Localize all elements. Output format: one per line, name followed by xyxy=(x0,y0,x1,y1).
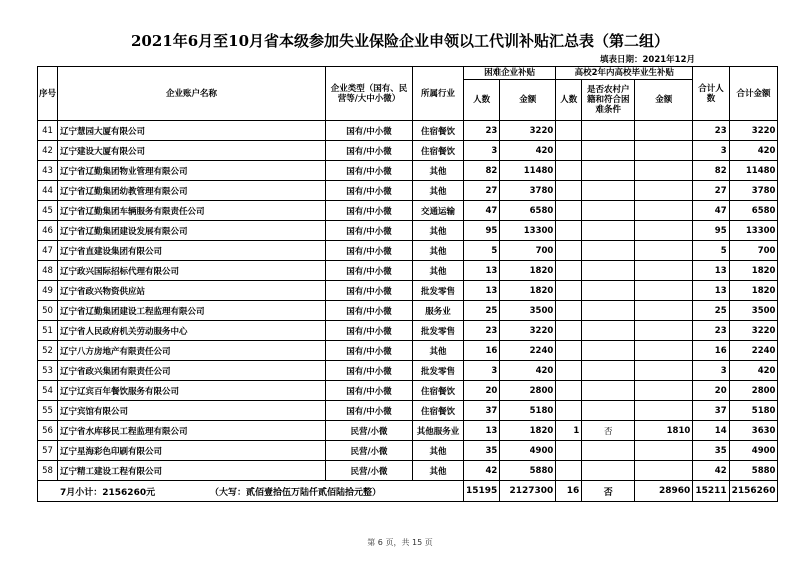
total-count-cell: 23 xyxy=(693,121,729,141)
seq-cell: 43 xyxy=(38,161,58,181)
hard-amount-cell: 4900 xyxy=(500,441,556,461)
table-row xyxy=(38,421,778,441)
total-count-cell: 95 xyxy=(693,221,729,241)
summary-uppercase: （大写：贰佰壹拾伍万陆仟贰佰陆拾元整） xyxy=(210,487,382,498)
hard-count-cell: 82 xyxy=(464,161,500,181)
total-count-cell: 23 xyxy=(693,321,729,341)
table-body xyxy=(38,121,778,481)
industry-cell: 交通运输 xyxy=(413,201,464,221)
total-count-cell: 35 xyxy=(693,441,729,461)
grad-count-cell xyxy=(556,381,582,401)
seq-cell: 53 xyxy=(38,361,58,381)
total-count-cell: 5 xyxy=(693,241,729,261)
hard-count-cell: 16 xyxy=(464,341,500,361)
grad-rural-cell xyxy=(582,201,635,221)
total-count-cell: 13 xyxy=(693,261,729,281)
total-amount-cell: 700 xyxy=(729,241,778,261)
type-cell: 国有/中小微 xyxy=(326,301,413,321)
industry-cell: 服务业 xyxy=(413,301,464,321)
hard-count-cell: 13 xyxy=(464,421,500,441)
grad-amount-cell xyxy=(635,301,693,321)
company-cell: 辽宁慧园大厦有限公司 xyxy=(58,121,326,141)
hard-amount-cell: 13300 xyxy=(500,221,556,241)
hard-count-cell: 3 xyxy=(464,141,500,161)
type-cell: 国有/中小微 xyxy=(326,401,413,421)
company-cell: 辽宁政兴国际招标代理有限公司 xyxy=(58,261,326,281)
grad-amount-cell xyxy=(635,281,693,301)
total-amount-cell: 2800 xyxy=(729,381,778,401)
industry-cell: 批发零售 xyxy=(413,281,464,301)
grad-amount-cell xyxy=(635,361,693,381)
hard-count-cell: 5 xyxy=(464,241,500,261)
grad-rural-cell xyxy=(582,141,635,161)
fill-date: 填表日期：2021年12月 xyxy=(600,55,695,65)
company-cell: 辽宁省辽勤集团幼教管理有限公司 xyxy=(58,181,326,201)
type-cell: 国有/中小微 xyxy=(326,321,413,341)
total-count-cell: 14 xyxy=(693,421,729,441)
seq-cell: 54 xyxy=(38,381,58,401)
hard-amount-cell: 420 xyxy=(500,141,556,161)
hard-amount-cell: 1820 xyxy=(500,421,556,441)
hard-amount-cell: 3780 xyxy=(500,181,556,201)
header-seq: 序号 xyxy=(38,67,58,121)
company-cell: 辽宁宾馆有限公司 xyxy=(58,401,326,421)
table-row xyxy=(38,301,778,321)
header-type: 企业类型（国有、民营等/大中小微） xyxy=(326,67,413,121)
grad-rural-cell xyxy=(582,361,635,381)
type-cell: 民营/小微 xyxy=(326,421,413,441)
hard-count-cell: 47 xyxy=(464,201,500,221)
header-hard-count: 人数 xyxy=(464,80,500,121)
type-cell: 国有/中小微 xyxy=(326,161,413,181)
grad-amount-cell xyxy=(635,141,693,161)
seq-cell: 55 xyxy=(38,401,58,421)
seq-cell: 52 xyxy=(38,341,58,361)
company-cell: 辽宁省辽勤集团建设发展有限公司 xyxy=(58,221,326,241)
header-company: 企业账户名称 xyxy=(58,67,326,121)
company-cell: 辽宁省水库移民工程监理有限公司 xyxy=(58,421,326,441)
company-cell: 辽宁省直建设集团有限公司 xyxy=(58,241,326,261)
total-count-cell: 47 xyxy=(693,201,729,221)
seq-cell: 46 xyxy=(38,221,58,241)
grad-rural-cell xyxy=(582,401,635,421)
grad-rural-cell xyxy=(582,301,635,321)
industry-cell: 住宿餐饮 xyxy=(413,121,464,141)
grad-count-cell xyxy=(556,161,582,181)
seq-cell: 42 xyxy=(38,141,58,161)
company-cell: 辽宁省政兴集团有限责任公司 xyxy=(58,361,326,381)
grad-amount-cell xyxy=(635,461,693,481)
grad-count-cell xyxy=(556,321,582,341)
grad-amount-cell xyxy=(635,261,693,281)
industry-cell: 住宿餐饮 xyxy=(413,401,464,421)
industry-cell: 批发零售 xyxy=(413,361,464,381)
table-row xyxy=(38,341,778,361)
grad-rural-cell xyxy=(582,261,635,281)
table-row xyxy=(38,461,778,481)
table-row xyxy=(38,141,778,161)
hard-amount-cell: 6580 xyxy=(500,201,556,221)
industry-cell: 其他服务业 xyxy=(413,421,464,441)
seq-cell: 51 xyxy=(38,321,58,341)
header-hard-amount: 金额 xyxy=(500,80,556,121)
grad-count-cell xyxy=(556,221,582,241)
industry-cell: 其他 xyxy=(413,161,464,181)
grad-count-cell xyxy=(556,341,582,361)
hard-count-cell: 25 xyxy=(464,301,500,321)
table-row xyxy=(38,181,778,201)
grad-count-cell: 1 xyxy=(556,421,582,441)
hard-amount-cell: 2800 xyxy=(500,381,556,401)
total-amount-cell: 5880 xyxy=(729,461,778,481)
type-cell: 国有/中小微 xyxy=(326,261,413,281)
total-count-cell: 37 xyxy=(693,401,729,421)
total-amount-cell: 4900 xyxy=(729,441,778,461)
table-row xyxy=(38,361,778,381)
hard-amount-cell: 5880 xyxy=(500,461,556,481)
type-cell: 民营/小微 xyxy=(326,441,413,461)
table-row xyxy=(38,261,778,281)
hard-count-cell: 27 xyxy=(464,181,500,201)
total-amount-cell: 1820 xyxy=(729,281,778,301)
grad-rural-cell xyxy=(582,121,635,141)
total-amount-cell: 3500 xyxy=(729,301,778,321)
table-row xyxy=(38,241,778,261)
summary-hard-amount: 2127300 xyxy=(500,481,556,502)
hard-count-cell: 13 xyxy=(464,281,500,301)
total-amount-cell: 5180 xyxy=(729,401,778,421)
subsidy-table xyxy=(37,66,778,502)
grad-rural-cell xyxy=(582,181,635,201)
type-cell: 国有/中小微 xyxy=(326,341,413,361)
summary-label: 7月小计：2156260元 xyxy=(60,487,156,498)
grad-amount-cell xyxy=(635,401,693,421)
grad-count-cell xyxy=(556,201,582,221)
summary-total-amount: 2156260 xyxy=(729,481,778,502)
seq-cell: 56 xyxy=(38,421,58,441)
hard-count-cell: 3 xyxy=(464,361,500,381)
company-cell: 辽宁省政兴物资供应站 xyxy=(58,281,326,301)
grad-amount-cell xyxy=(635,441,693,461)
company-cell: 辽宁建设大厦有限公司 xyxy=(58,141,326,161)
total-amount-cell: 6580 xyxy=(729,201,778,221)
seq-cell: 44 xyxy=(38,181,58,201)
grad-amount-cell xyxy=(635,161,693,181)
header-grad-amount: 金额 xyxy=(635,80,693,121)
header-hard-group: 困难企业补贴 xyxy=(464,67,556,80)
total-count-cell: 25 xyxy=(693,301,729,321)
summary-hard-count: 15195 xyxy=(464,481,500,502)
table-row xyxy=(38,441,778,461)
header-total-amount: 合计金额 xyxy=(729,67,778,121)
total-amount-cell: 3220 xyxy=(729,121,778,141)
total-count-cell: 16 xyxy=(693,341,729,361)
industry-cell: 其他 xyxy=(413,441,464,461)
grad-amount-cell: 1810 xyxy=(635,421,693,441)
table-row xyxy=(38,201,778,221)
grad-amount-cell xyxy=(635,221,693,241)
company-cell: 辽宁省辽勤集团物业管理有限公司 xyxy=(58,161,326,181)
type-cell: 民营/小微 xyxy=(326,461,413,481)
seq-cell: 50 xyxy=(38,301,58,321)
company-cell: 辽宁辽宾百年餐饮服务有限公司 xyxy=(58,381,326,401)
summary-grad-amount: 28960 xyxy=(635,481,693,502)
hard-amount-cell: 3220 xyxy=(500,121,556,141)
hard-amount-cell: 1820 xyxy=(500,281,556,301)
total-count-cell: 13 xyxy=(693,281,729,301)
company-cell: 辽宁精工建设工程有限公司 xyxy=(58,461,326,481)
grad-count-cell xyxy=(556,401,582,421)
total-count-cell: 42 xyxy=(693,461,729,481)
table-row xyxy=(38,121,778,141)
grad-rural-cell: 否 xyxy=(582,421,635,441)
industry-cell: 其他 xyxy=(413,461,464,481)
seq-cell: 47 xyxy=(38,241,58,261)
company-cell: 辽宁省辽勤集团车辆服务有限责任公司 xyxy=(58,201,326,221)
hard-count-cell: 35 xyxy=(464,441,500,461)
grad-count-cell xyxy=(556,361,582,381)
total-count-cell: 27 xyxy=(693,181,729,201)
hard-amount-cell: 11480 xyxy=(500,161,556,181)
grad-count-cell xyxy=(556,141,582,161)
total-amount-cell: 2240 xyxy=(729,341,778,361)
seq-cell: 45 xyxy=(38,201,58,221)
seq-cell: 49 xyxy=(38,281,58,301)
summary-grad-rural: 否 xyxy=(582,481,635,502)
hard-count-cell: 37 xyxy=(464,401,500,421)
total-amount-cell: 3780 xyxy=(729,181,778,201)
grad-count-cell xyxy=(556,281,582,301)
industry-cell: 住宿餐饮 xyxy=(413,381,464,401)
seq-cell: 58 xyxy=(38,461,58,481)
industry-cell: 其他 xyxy=(413,221,464,241)
header-total-count: 合计人数 xyxy=(693,67,729,121)
industry-cell: 住宿餐饮 xyxy=(413,141,464,161)
grad-amount-cell xyxy=(635,381,693,401)
grad-rural-cell xyxy=(582,381,635,401)
seq-cell: 57 xyxy=(38,441,58,461)
company-cell: 辽宁省辽勤集团建设工程监理有限公司 xyxy=(58,301,326,321)
total-count-cell: 3 xyxy=(693,141,729,161)
summary-label-cell xyxy=(38,481,464,502)
total-count-cell: 20 xyxy=(693,381,729,401)
page-title: 2021年6月至10月省本级参加失业保险企业申领以工代训补贴汇总表（第二组） xyxy=(130,32,670,50)
type-cell: 国有/中小微 xyxy=(326,141,413,161)
grad-count-cell xyxy=(556,301,582,321)
type-cell: 国有/中小微 xyxy=(326,381,413,401)
industry-cell: 其他 xyxy=(413,261,464,281)
grad-rural-cell xyxy=(582,161,635,181)
total-amount-cell: 420 xyxy=(729,361,778,381)
industry-cell: 其他 xyxy=(413,241,464,261)
total-amount-cell: 3220 xyxy=(729,321,778,341)
table-row xyxy=(38,381,778,401)
hard-count-cell: 20 xyxy=(464,381,500,401)
grad-rural-cell xyxy=(582,461,635,481)
header-grad-rural: 是否农村户籍和符合困难条件 xyxy=(582,80,635,121)
hard-count-cell: 23 xyxy=(464,321,500,341)
hard-count-cell: 42 xyxy=(464,461,500,481)
hard-amount-cell: 420 xyxy=(500,361,556,381)
grad-rural-cell xyxy=(582,281,635,301)
header-industry: 所属行业 xyxy=(413,67,464,121)
header-grad-group: 高校2年内高校毕业生补贴 xyxy=(556,67,693,80)
type-cell: 国有/中小微 xyxy=(326,241,413,261)
hard-amount-cell: 3500 xyxy=(500,301,556,321)
type-cell: 国有/中小微 xyxy=(326,281,413,301)
grad-count-cell xyxy=(556,181,582,201)
grad-count-cell xyxy=(556,241,582,261)
total-amount-cell: 1820 xyxy=(729,261,778,281)
grad-amount-cell xyxy=(635,321,693,341)
grad-count-cell xyxy=(556,461,582,481)
hard-amount-cell: 3220 xyxy=(500,321,556,341)
total-count-cell: 3 xyxy=(693,361,729,381)
table-row xyxy=(38,401,778,421)
total-count-cell: 82 xyxy=(693,161,729,181)
hard-amount-cell: 5180 xyxy=(500,401,556,421)
type-cell: 国有/中小微 xyxy=(326,221,413,241)
table-row xyxy=(38,221,778,241)
grad-count-cell xyxy=(556,121,582,141)
industry-cell: 其他 xyxy=(413,341,464,361)
type-cell: 国有/中小微 xyxy=(326,361,413,381)
seq-cell: 41 xyxy=(38,121,58,141)
grad-count-cell xyxy=(556,261,582,281)
page-footer: 第 6 页，共 15 页 xyxy=(367,538,433,547)
grad-rural-cell xyxy=(582,221,635,241)
hard-count-cell: 13 xyxy=(464,261,500,281)
type-cell: 国有/中小微 xyxy=(326,181,413,201)
grad-rural-cell xyxy=(582,321,635,341)
hard-amount-cell: 2240 xyxy=(500,341,556,361)
industry-cell: 批发零售 xyxy=(413,321,464,341)
type-cell: 国有/中小微 xyxy=(326,121,413,141)
total-amount-cell: 3630 xyxy=(729,421,778,441)
grad-rural-cell xyxy=(582,341,635,361)
total-amount-cell: 13300 xyxy=(729,221,778,241)
total-amount-cell: 11480 xyxy=(729,161,778,181)
total-amount-cell: 420 xyxy=(729,141,778,161)
table-row xyxy=(38,321,778,341)
grad-amount-cell xyxy=(635,241,693,261)
hard-count-cell: 23 xyxy=(464,121,500,141)
grad-count-cell xyxy=(556,441,582,461)
table-row xyxy=(38,281,778,301)
seq-cell: 48 xyxy=(38,261,58,281)
grad-amount-cell xyxy=(635,341,693,361)
header-grad-count: 人数 xyxy=(556,80,582,121)
hard-count-cell: 95 xyxy=(464,221,500,241)
summary-total-count: 15211 xyxy=(693,481,729,502)
summary-row xyxy=(38,481,778,502)
hard-amount-cell: 1820 xyxy=(500,261,556,281)
summary-grad-count: 16 xyxy=(556,481,582,502)
table-row xyxy=(38,161,778,181)
company-cell: 辽宁星海彩色印刷有限公司 xyxy=(58,441,326,461)
type-cell: 国有/中小微 xyxy=(326,201,413,221)
grad-amount-cell xyxy=(635,121,693,141)
grad-rural-cell xyxy=(582,241,635,261)
grad-amount-cell xyxy=(635,201,693,221)
industry-cell: 其他 xyxy=(413,181,464,201)
company-cell: 辽宁省人民政府机关劳动服务中心 xyxy=(58,321,326,341)
hard-amount-cell: 700 xyxy=(500,241,556,261)
grad-rural-cell xyxy=(582,441,635,461)
grad-amount-cell xyxy=(635,181,693,201)
company-cell: 辽宁八方房地产有限责任公司 xyxy=(58,341,326,361)
